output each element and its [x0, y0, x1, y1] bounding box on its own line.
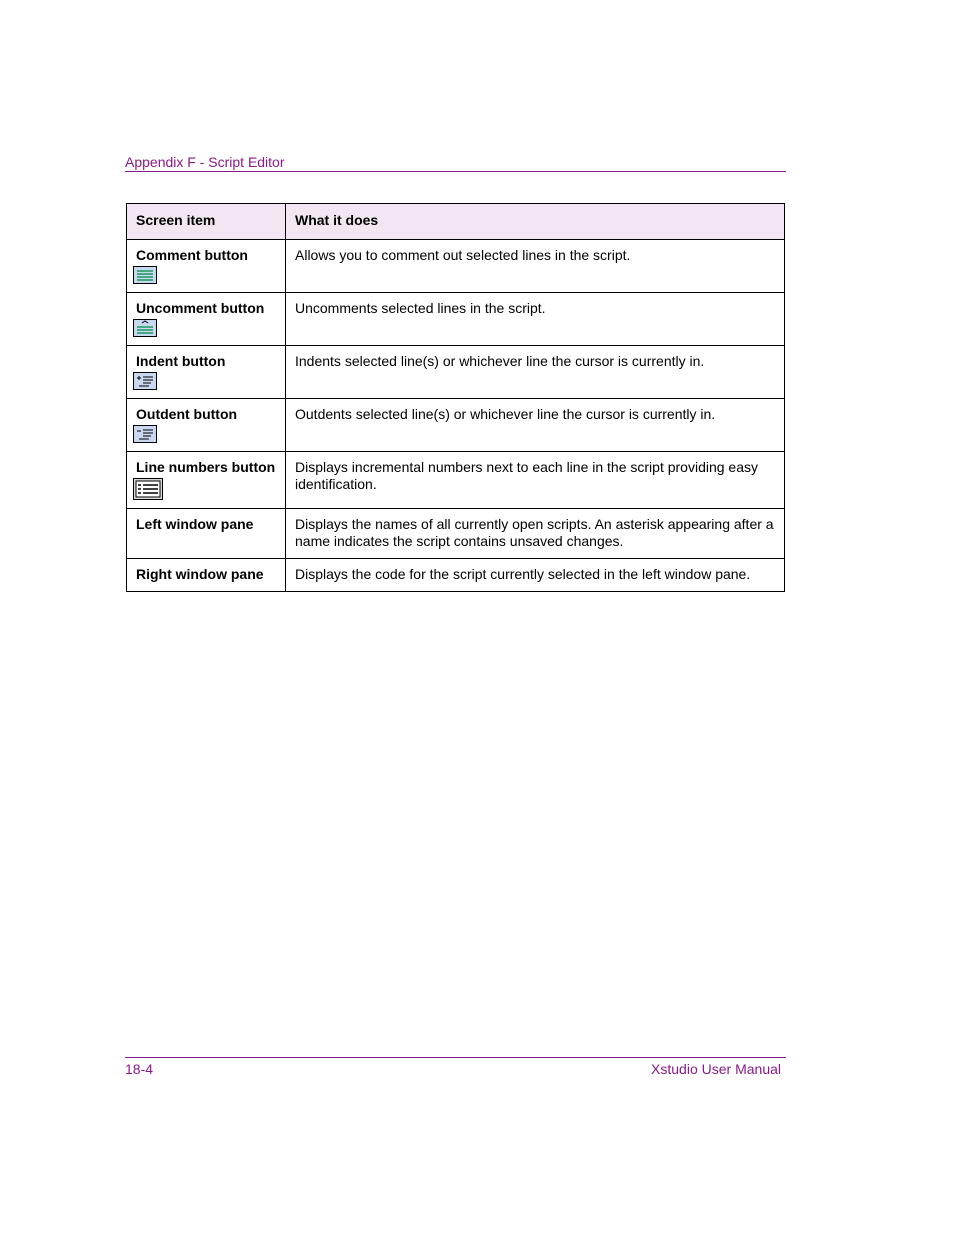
screen-item-cell — [127, 399, 286, 452]
description-cell: Uncomments selected lines in the script. — [286, 293, 785, 346]
screen-item-cell — [127, 509, 286, 559]
uncomment-icon — [133, 319, 157, 337]
manual-title: Xstudio User Manual — [651, 1061, 781, 1077]
item-name: Outdent button — [136, 406, 238, 422]
table-row — [127, 559, 785, 592]
description-cell: Displays the names of all currently open scripts. An asterisk appearing after a name indicates the script contains unsaved changes. — [286, 509, 785, 559]
item-name: Uncomment button — [136, 300, 265, 316]
column-header-screen-item: Screen item — [127, 204, 286, 240]
column-header-what-it-does: What it does — [286, 204, 785, 240]
outdent-icon — [133, 425, 157, 443]
item-name: Line numbers button — [136, 459, 276, 475]
description-cell: Displays the code for the script currently selected in the left window pane. — [286, 559, 785, 592]
item-name: Comment button — [136, 247, 248, 263]
page-number: 18-4 — [125, 1061, 154, 1077]
description-cell: Outdents selected line(s) or whichever line the cursor is currently in. — [286, 399, 785, 452]
item-name: Right window pane — [136, 566, 264, 582]
indent-icon — [133, 372, 157, 390]
table-row — [127, 509, 785, 559]
screen-items-table — [126, 203, 785, 592]
description-cell: Allows you to comment out selected lines in the script. — [286, 240, 785, 293]
table-row — [127, 399, 785, 452]
item-name: Indent button — [136, 353, 226, 369]
table-row — [127, 240, 785, 293]
line-numbers-icon — [133, 478, 163, 500]
table-header-row — [127, 204, 785, 240]
screen-item-cell — [127, 293, 286, 346]
screen-item-cell — [127, 346, 286, 399]
description-cell: Indents selected line(s) or whichever line the cursor is currently in. — [286, 346, 785, 399]
screen-item-cell — [127, 240, 286, 293]
screen-item-cell — [127, 452, 286, 509]
comment-icon — [133, 266, 157, 284]
page-footer — [125, 1057, 786, 1081]
section-title: Appendix F - Script Editor — [125, 154, 285, 170]
page-header — [125, 154, 786, 172]
table-row — [127, 293, 785, 346]
screen-item-cell — [127, 559, 286, 592]
table-row — [127, 452, 785, 509]
description-cell: Displays incremental numbers next to each line in the script providing easy identification. — [286, 452, 785, 509]
item-name: Left window pane — [136, 516, 254, 532]
table-row — [127, 346, 785, 399]
